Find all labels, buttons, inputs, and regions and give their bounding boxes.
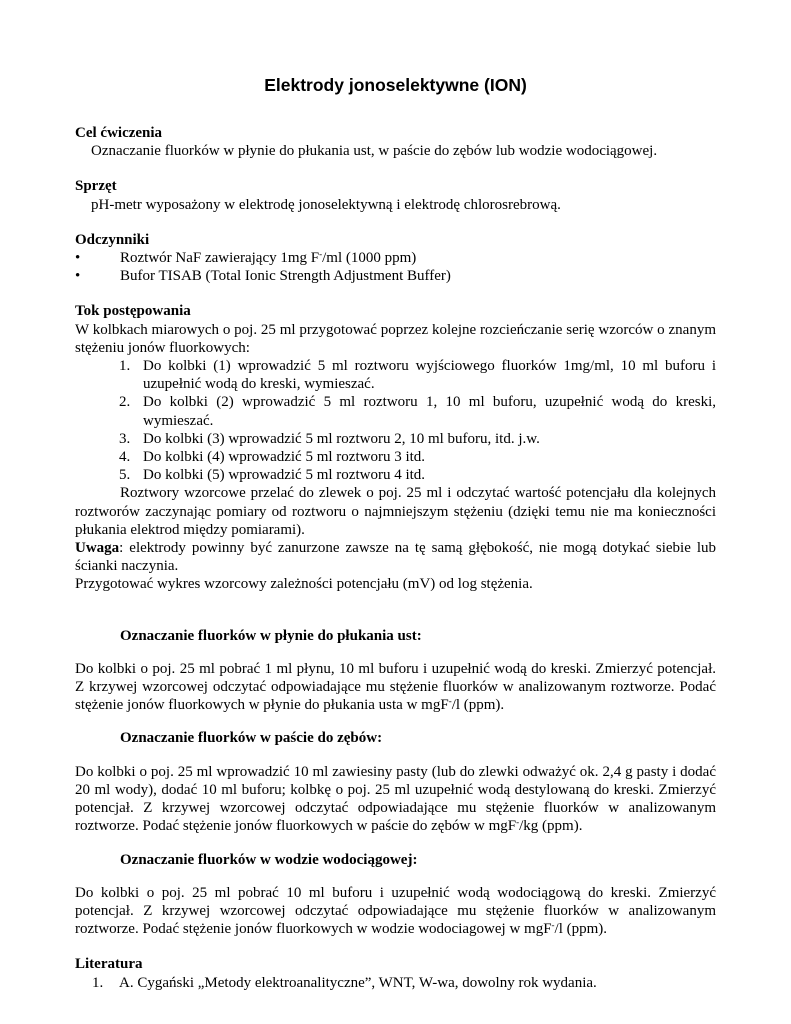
list-item: 3. Do kolbki (3) wprowadzić 5 ml roztworu 2, 10 ml buforu, itd. j.w. — [119, 430, 540, 447]
tok-paragraph: Roztwory wzorcowe przelać do zlewek o poj. 25 ml i odczytać wartość potencjału dla kolejnych roztworów zaczynając pomiary od roztworu o najmniejszym stężeniu (dzięki temu nie ma konieczności płukania elektrod między pomiarami). — [75, 485, 716, 538]
section-heading-odczynniki: Odczynniki — [75, 231, 150, 248]
list-item: 5. Do kolbki (5) wprowadzić 5 ml roztworu 4 itd. — [119, 467, 426, 484]
list-item: 4. Do kolbki (4) wprowadzić 5 ml roztworu 3 itd. — [119, 449, 426, 466]
section-heading-tok: Tok postępowania — [75, 303, 191, 320]
steps-list — [75, 357, 716, 484]
uwaga-label: Uwaga — [75, 540, 120, 557]
literature-list — [75, 974, 716, 992]
sprzet-text: pH-metr wyposażony w elektrodę jonoselektywną i elektrodę chlorosrebrową. — [91, 196, 561, 213]
subsection-heading-pasta: Oznaczanie fluorków w paście do zębów: — [120, 730, 383, 747]
document-body — [75, 124, 716, 992]
page-title: Elektrody jonoselektywne (ION) — [264, 75, 527, 95]
list-item: 2. Do kolbki (2) wprowadzić 5 ml roztworu 1, 10 ml buforu, uzupełnić wodą do kreski, wymieszać. — [119, 394, 716, 429]
subsection-heading-plyn: Oznaczanie fluorków w płynie do płukania ust: — [120, 627, 422, 644]
tok-paragraph-2: Przygotować wykres wzorcowy zależności potencjału (mV) od log stężenia. — [75, 576, 533, 593]
list-item: 1. A. Cygański „Metody elektroanalityczne”, WNT, W-wa, dowolny rok wydania. — [92, 974, 597, 991]
section-heading-literatura: Literatura — [75, 956, 143, 973]
list-item: • Bufor TISAB (Total Ionic Strength Adjustment Buffer) — [75, 267, 716, 285]
reagents-list — [75, 249, 716, 285]
woda-text: Do kolbki o poj. 25 ml pobrać 10 ml buforu i uzupełnić wodą wodociągową do kreski. Zmierzyć potencjał. Z krzywej wzorcowej odczytać odpowiadające mu stężenie fluorków w analizowanym roztworze. Podać stężenie jonów fluorkowych w wodzie wodociagowej w mgF-/l (ppm). — [75, 884, 716, 938]
cel-text: Oznaczanie fluorków w płynie do płukania ust, w paście do zębów lub wodzie wodociągowej. — [91, 143, 658, 160]
list-item: 1. Do kolbki (1) wprowadzić 5 ml roztworu wyjściowego fluorków 1mg/ml, 10 ml buforu i uzupełnić wodą do kreski, wymieszać. — [119, 358, 716, 393]
tok-intro: W kolbkach miarowych o poj. 25 ml przygotować poprzez kolejne rozcieńczanie serię wzorców o znanym stężeniu jonów fluorkowych: — [75, 321, 716, 356]
section-heading-sprzet: Sprzęt — [75, 178, 117, 195]
plyn-text: Do kolbki o poj. 25 ml pobrać 1 ml płynu, 10 ml buforu i uzupełnić wodą do kreski. Zmierzyć potencjał. Z krzywej wzorcowej odczytać odpowiadające mu stężenie fluorków w analizowanym roztworze. Podać stężenie jonów fluorkowych w płynie do płukania usta w mgF-/l (ppm). — [75, 660, 716, 714]
subsection-heading-woda: Oznaczanie fluorków w wodzie wodociągowej: — [120, 851, 418, 868]
uwaga-note: Uwaga: elektrody powinny być zanurzone zawsze na tę samą głębokość, nie mogą dotykać siebie lub ścianki naczynia. — [75, 540, 716, 575]
pasta-text: Do kolbki o poj. 25 ml wprowadzić 10 ml zawiesiny pasty (lub do zlewki odważyć ok. 2,4 g pasty i dodać 20 ml wody), dodać 10 ml buforu; kolbkę o poj. 25 ml uzupełnić wodą destylowaną do kreski. Zmierzyć potencjał. Z krzywej wzorcowej odczytać odpowiadające mu stężenie fluorków w analizowanym roztworze. Podać stężenie jonów fluorkowych w paście do zębów w mgF-/kg (ppm). — [75, 763, 716, 835]
section-heading-cel: Cel ćwiczenia — [75, 125, 163, 141]
list-item: • Roztwór NaF zawierający 1mg F-/ml (1000 ppm) — [75, 249, 716, 267]
